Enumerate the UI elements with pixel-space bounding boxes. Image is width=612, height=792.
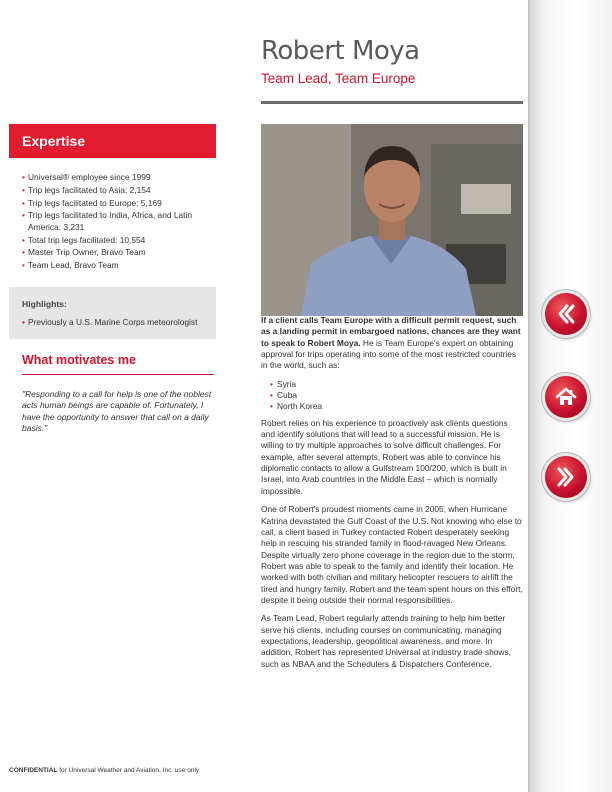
body-text (261, 315, 524, 677)
house-icon (554, 385, 578, 409)
expertise-header: Expertise (9, 124, 216, 158)
list-item: • Team Lead, Bravo Team (22, 260, 212, 271)
double-chevron-left-icon (554, 302, 578, 326)
body-paragraph: One of Robert's proudest moments came in 2005, when Hurricane Katrina devastated the Gulf Coast of the U.S. Not knowing who else to call, a client based in Turkey contacted Robert desperately seeking help in rescuing his stranded family in flood-ravaged New Orleans. Despite virtually zero phone coverage in the region due to the storm, Robert was able to speak to the family and identify their location. He worked with both civilian and military helicopter rescuers to airlift the tired and hungry family. Robert and the team spent hours on this effort, despite it being outside their normal responsibilities. (261, 504, 523, 605)
expertise-list (22, 172, 212, 273)
profile-name: Robert Moya (261, 36, 420, 66)
list-item: • Trip legs facilitated to Asia: 2,154 (22, 185, 212, 196)
highlights-title: Highlights: (22, 299, 67, 309)
highlights-item: • Previously a U.S. Marine Corps meteorologist (22, 317, 197, 327)
footer-text: for Universal Weather and Aviation, Inc. use only (57, 767, 200, 774)
footer-bold: CONFIDENTIAL (9, 767, 58, 774)
double-chevron-right-icon (554, 465, 578, 489)
title-divider (261, 101, 523, 104)
list-item: • Syria (270, 379, 524, 390)
lead-bold-text: If a client calls Team Europe with a difficult permit request, such as a landing permit in embargoed nations, chances are they want to speak to Robert Moya. (261, 315, 521, 348)
next-page-button[interactable] (545, 456, 587, 498)
confidential-footer (9, 767, 199, 774)
list-item: • Universal® employee since 1999 (22, 172, 212, 183)
lead-text: He is Team Europe's expert on obtaining approval for trips operating into some of the most restricted countries in the world, such as: (261, 337, 517, 371)
list-item: • Total trip legs facilitated: 10,554 (22, 235, 212, 246)
list-item: • Cuba (270, 390, 524, 401)
motivation-quote: "Responding to a call for help is one of the noblest acts human beings are capable of. Fortunately, I have the opportunity to answer that call on a daily basis." (22, 389, 212, 433)
profile-role: Team Lead, Team Europe (261, 71, 416, 86)
list-item: • Master Trip Owner, Bravo Team (22, 247, 212, 258)
motivation-title: What motivates me (22, 353, 136, 367)
previous-page-button[interactable] (545, 293, 587, 335)
list-item: • Trip legs facilitated to Europe: 5,169 (22, 198, 212, 209)
body-paragraph: Robert relies on his experience to proactively ask clients questions and identify solutions that will lead to a successful mission. He is willing to try multiple approaches to solve difficult challenges. For example, after several attempts, Robert was able to convince his diplomatic contacts to allow a Gulfstream 100/200, which is built in Israel, into Arab countries in the Middle East – which is normally impossible. (261, 417, 508, 496)
list-item: • Trip legs facilitated to India, Africa, and Latin America: 3,231 (22, 210, 212, 233)
lead-paragraph (261, 315, 524, 372)
countries-list (261, 379, 524, 413)
highlights-box (9, 287, 216, 339)
profile-photo (261, 124, 523, 316)
body-paragraph: As Team Lead, Robert regularly attends training to help him better serve his clients, including courses on communicating, managing expectations, leadership, geopolitical awareness, and more. In addition, Robert has represented Universal at industry trade shows, such as NBAA and the Schedulers & Dispatchers Conference. (261, 613, 511, 669)
list-item: • North Korea (270, 401, 524, 412)
home-button[interactable] (545, 376, 587, 418)
motivation-divider (22, 374, 214, 375)
